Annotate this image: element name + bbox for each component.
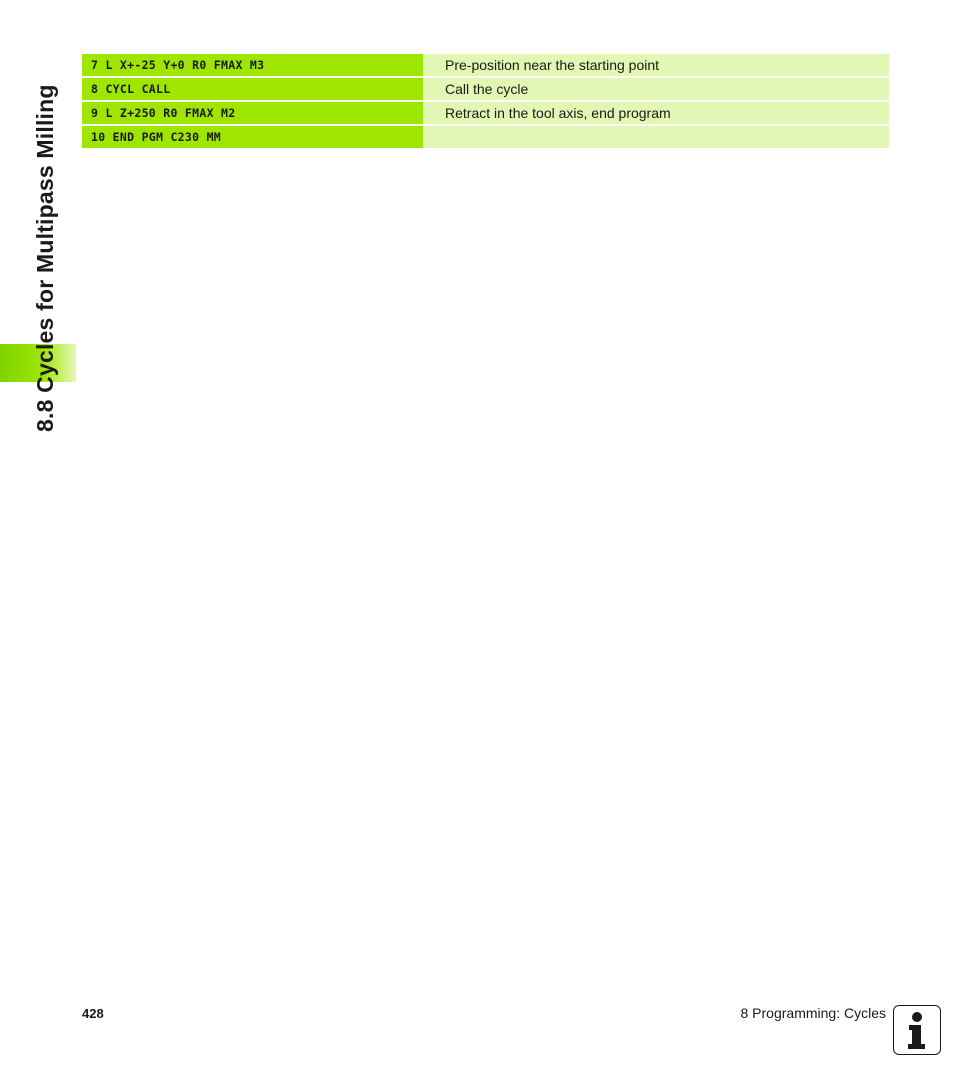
chapter-label: 8 Programming: Cycles bbox=[740, 1005, 886, 1021]
program-code: 7 L X+-25 Y+0 R0 FMAX M3 bbox=[82, 54, 423, 76]
program-description: Pre-position near the starting point bbox=[423, 54, 889, 76]
info-icon bbox=[893, 1005, 941, 1055]
program-listing-table bbox=[82, 54, 889, 150]
section-title: 8.8 Cycles for Multipass Milling bbox=[32, 84, 58, 432]
program-row bbox=[82, 54, 889, 76]
program-row bbox=[82, 126, 889, 148]
program-code: 10 END PGM C230 MM bbox=[82, 126, 423, 148]
page-number: 428 bbox=[82, 1006, 104, 1021]
program-row bbox=[82, 102, 889, 124]
program-code: 8 CYCL CALL bbox=[82, 78, 423, 100]
program-code: 9 L Z+250 R0 FMAX M2 bbox=[82, 102, 423, 124]
program-description: Call the cycle bbox=[423, 78, 889, 100]
program-description bbox=[423, 126, 889, 148]
program-row bbox=[82, 78, 889, 100]
program-description: Retract in the tool axis, end program bbox=[423, 102, 889, 124]
